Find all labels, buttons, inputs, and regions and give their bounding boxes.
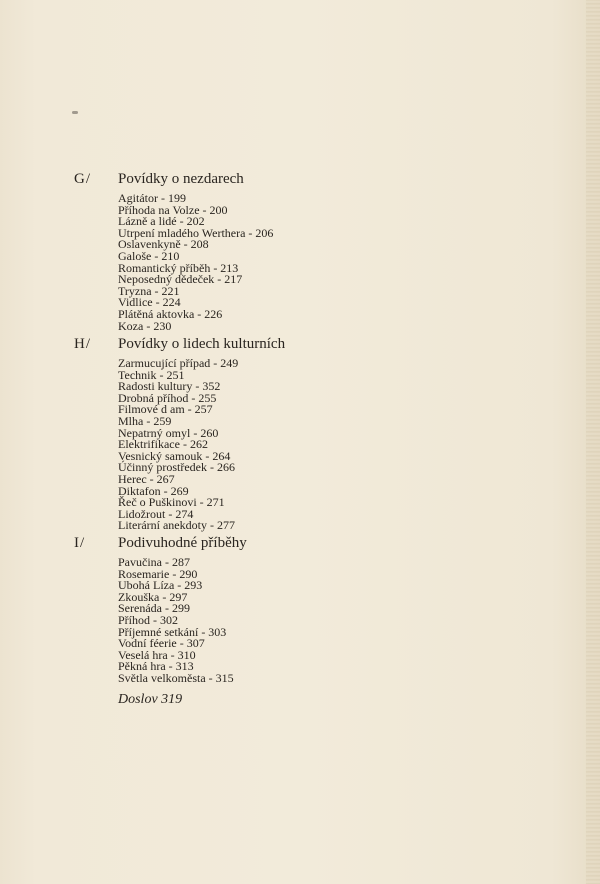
list-item: Drobná příhod - 255 — [118, 390, 217, 405]
list-item: Ubohá Líza - 293 — [118, 578, 203, 593]
section-heading: Podivuhodné příběhy — [118, 535, 247, 551]
list-item: Příhod - 302 — [118, 612, 178, 627]
list-item: Zkouška - 297 — [118, 589, 188, 604]
section-items — [118, 358, 238, 532]
list-item: Mlha - 259 — [118, 413, 172, 428]
list-item: Příhoda na Volze - 200 — [118, 202, 228, 217]
list-item: Serenáda - 299 — [118, 601, 190, 616]
list-item: Agitátor - 199 — [118, 191, 186, 205]
list-item: Plátěná aktovka - 226 — [118, 306, 223, 321]
list-item: Literární anekdoty - 277 — [118, 518, 235, 533]
ink-speck — [72, 111, 78, 114]
list-item: Tryzna - 221 — [118, 283, 180, 298]
section-heading: Povídky o nezdarech — [118, 171, 244, 187]
list-item: Koza - 230 — [118, 318, 172, 333]
list-item: Neposedný dědeček - 217 — [118, 272, 243, 287]
list-item: Řeč o Puškinovi - 271 — [118, 495, 225, 510]
list-item: Světla velkoměsta - 315 — [118, 670, 234, 685]
list-item: Lidožrout - 274 — [118, 506, 194, 521]
list-item: Galoše - 210 — [118, 248, 180, 263]
list-item: Radosti kultury - 352 — [118, 379, 221, 394]
list-item: Pěkná hra - 313 — [118, 659, 194, 674]
list-item: Diktafon - 269 — [118, 483, 189, 498]
list-item: Vesnický samouk - 264 — [118, 448, 231, 463]
list-item: Technik - 251 — [118, 367, 185, 382]
list-item: Rosemarie - 290 — [118, 566, 198, 581]
page-edge — [586, 0, 600, 884]
list-item: Romantický příběh - 213 — [118, 260, 239, 275]
list-item: Filmové d am - 257 — [118, 402, 213, 417]
list-item: Herec - 267 — [118, 471, 175, 486]
section-items — [118, 557, 234, 685]
section-letter: H/ — [74, 336, 91, 352]
list-item: Lázně a lidé - 202 — [118, 214, 205, 229]
section-heading: Povídky o lidech kulturních — [118, 336, 286, 352]
list-item: Zarmucující případ - 249 — [118, 356, 239, 370]
list-item: Utrpení mladého Werthera - 206 — [118, 225, 274, 240]
list-item: Pavučina - 287 — [118, 555, 190, 569]
list-item: Elektrifikace - 262 — [118, 437, 208, 452]
list-item: Vodní féerie - 307 — [118, 636, 205, 651]
afterword: Doslov 319 — [118, 692, 183, 707]
section-letter: I/ — [74, 535, 86, 551]
section-items — [118, 193, 273, 332]
list-item: Veselá hra - 310 — [118, 647, 196, 662]
list-item: Nepatrný omyl - 260 — [118, 425, 219, 440]
list-item: Oslavenkyně - 208 — [118, 237, 209, 252]
section-letter: G/ — [74, 171, 91, 187]
list-item: Vidlice - 224 — [118, 295, 181, 310]
list-item: Účinný prostředek - 266 — [118, 460, 235, 475]
list-item: Příjemné setkání - 303 — [118, 624, 227, 639]
